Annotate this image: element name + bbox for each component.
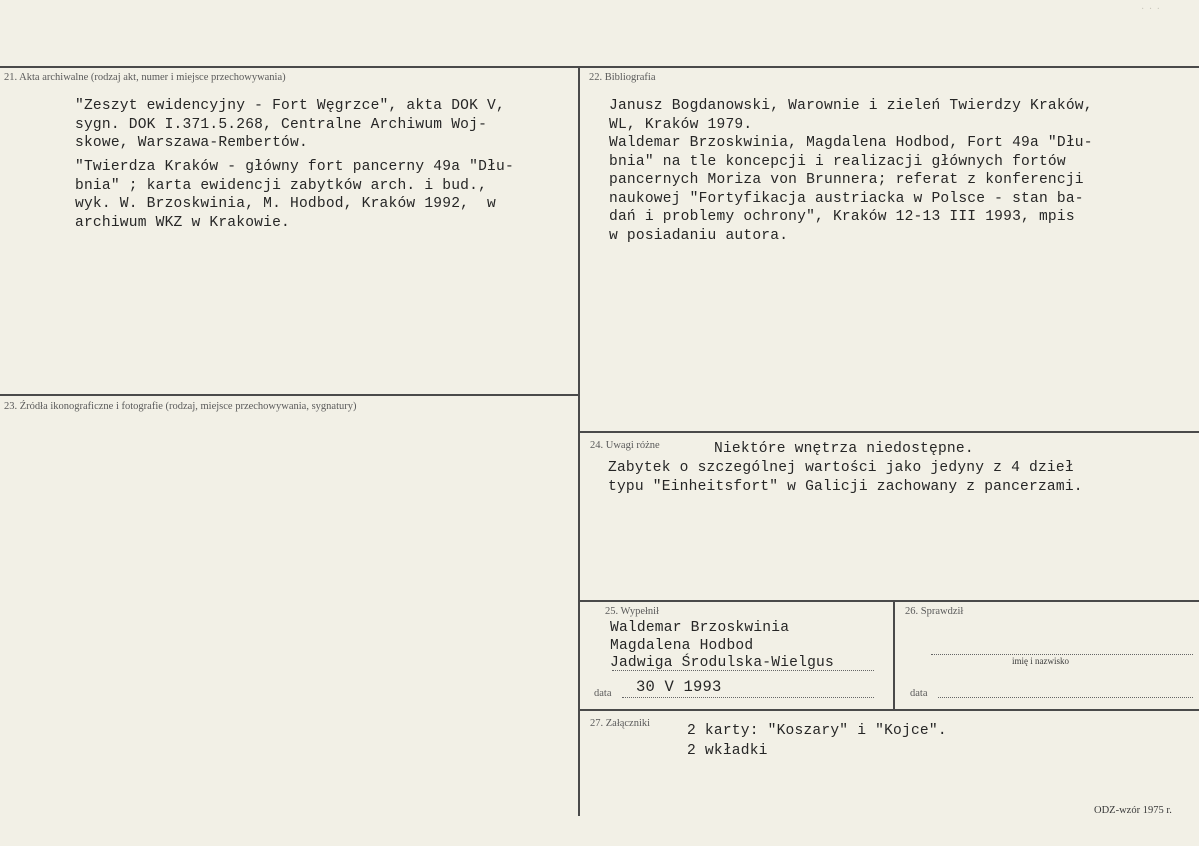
- section25-name-line: [612, 670, 874, 671]
- section24-remark-line1: Niektóre wnętrza niedostępne.: [714, 441, 974, 457]
- section24-label: 24. Uwagi różne: [590, 440, 660, 451]
- section21-23-divider: [0, 394, 579, 396]
- section25-26-divider: [893, 600, 895, 709]
- section26-name-line: [931, 654, 1193, 655]
- section27-label: 27. Załączniki: [590, 718, 651, 729]
- section22-24-divider: [579, 431, 1199, 433]
- section26-name-caption: imię i nazwisko: [1012, 656, 1069, 666]
- section21-entry-zeszyt: "Zeszyt ewidencyjny - Fort Węgrzce", akta DOK V, sygn. DOK I.371.5.268, Centralne Archiwum Woj- skowe, Warszawa-Rembertów.: [75, 98, 505, 151]
- section24-remark-line2: Zabytek o szczególnej wartości jako jedyny z 4 dzieł typu "Einheitsfort" w Galicji zachowany z pancerzami.: [608, 460, 1083, 495]
- center-divider-line: [578, 66, 580, 816]
- section25-27-divider: [579, 709, 1199, 711]
- section25-date-value: 30 V 1993: [636, 678, 722, 696]
- section22-bibliography-text: Janusz Bogdanowski, Warownie i zieleń Twierdzy Kraków, WL, Kraków 1979. Waldemar Brzoskwinia, Magdalena Hodbod, Fort 49a "Dłu- bnia" na tle koncepcji i realizacji głównych fortów pancernych Moriza von Brunnera; referat z konferencji naukowej "Fortyfikacja austriacka w Polsce - stan ba- dań i problemy ochrony", Kraków 12-13 III 1993, mpis w posiadaniu autora.: [609, 98, 1093, 244]
- form-template-id: ODZ-wzór 1975 r.: [1094, 805, 1172, 816]
- section22-label: 22. Bibliografia: [589, 72, 656, 83]
- section25-label: 25. Wypełnił: [605, 606, 660, 617]
- section23-label: 23. Źródła ikonograficzne i fotografie (rodzaj, miejsce przechowywania, sygnatury): [4, 401, 357, 412]
- section26-date-label: data: [910, 688, 928, 699]
- section25-names: Waldemar Brzoskwinia Magdalena Hodbod Jadwiga Środulska-Wielgus: [610, 620, 834, 672]
- top-border-line: [0, 66, 1199, 68]
- section27-attachments: 2 karty: "Koszary" i "Kojce". 2 wkładki: [687, 723, 947, 759]
- faint-corner-stamp: · · ·: [1141, 4, 1161, 15]
- section24-25-divider: [579, 600, 1199, 602]
- section21-label: 21. Akta archiwalne (rodzaj akt, numer i miejsce przechowywania): [4, 72, 286, 83]
- section26-date-line: [938, 697, 1193, 698]
- section25-date-label: data: [594, 688, 612, 699]
- section25-date-line: [622, 697, 874, 698]
- section26-label: 26. Sprawdził: [905, 606, 964, 617]
- section21-entry-twierdza: "Twierdza Kraków - główny fort pancerny 49a "Dłu- bnia" ; karta ewidencji zabytków arch. i bud., wyk. W. Brzoskwinia, M. Hodbod, Kraków 1992, w archiwum WKZ w Krakowie.: [75, 159, 514, 231]
